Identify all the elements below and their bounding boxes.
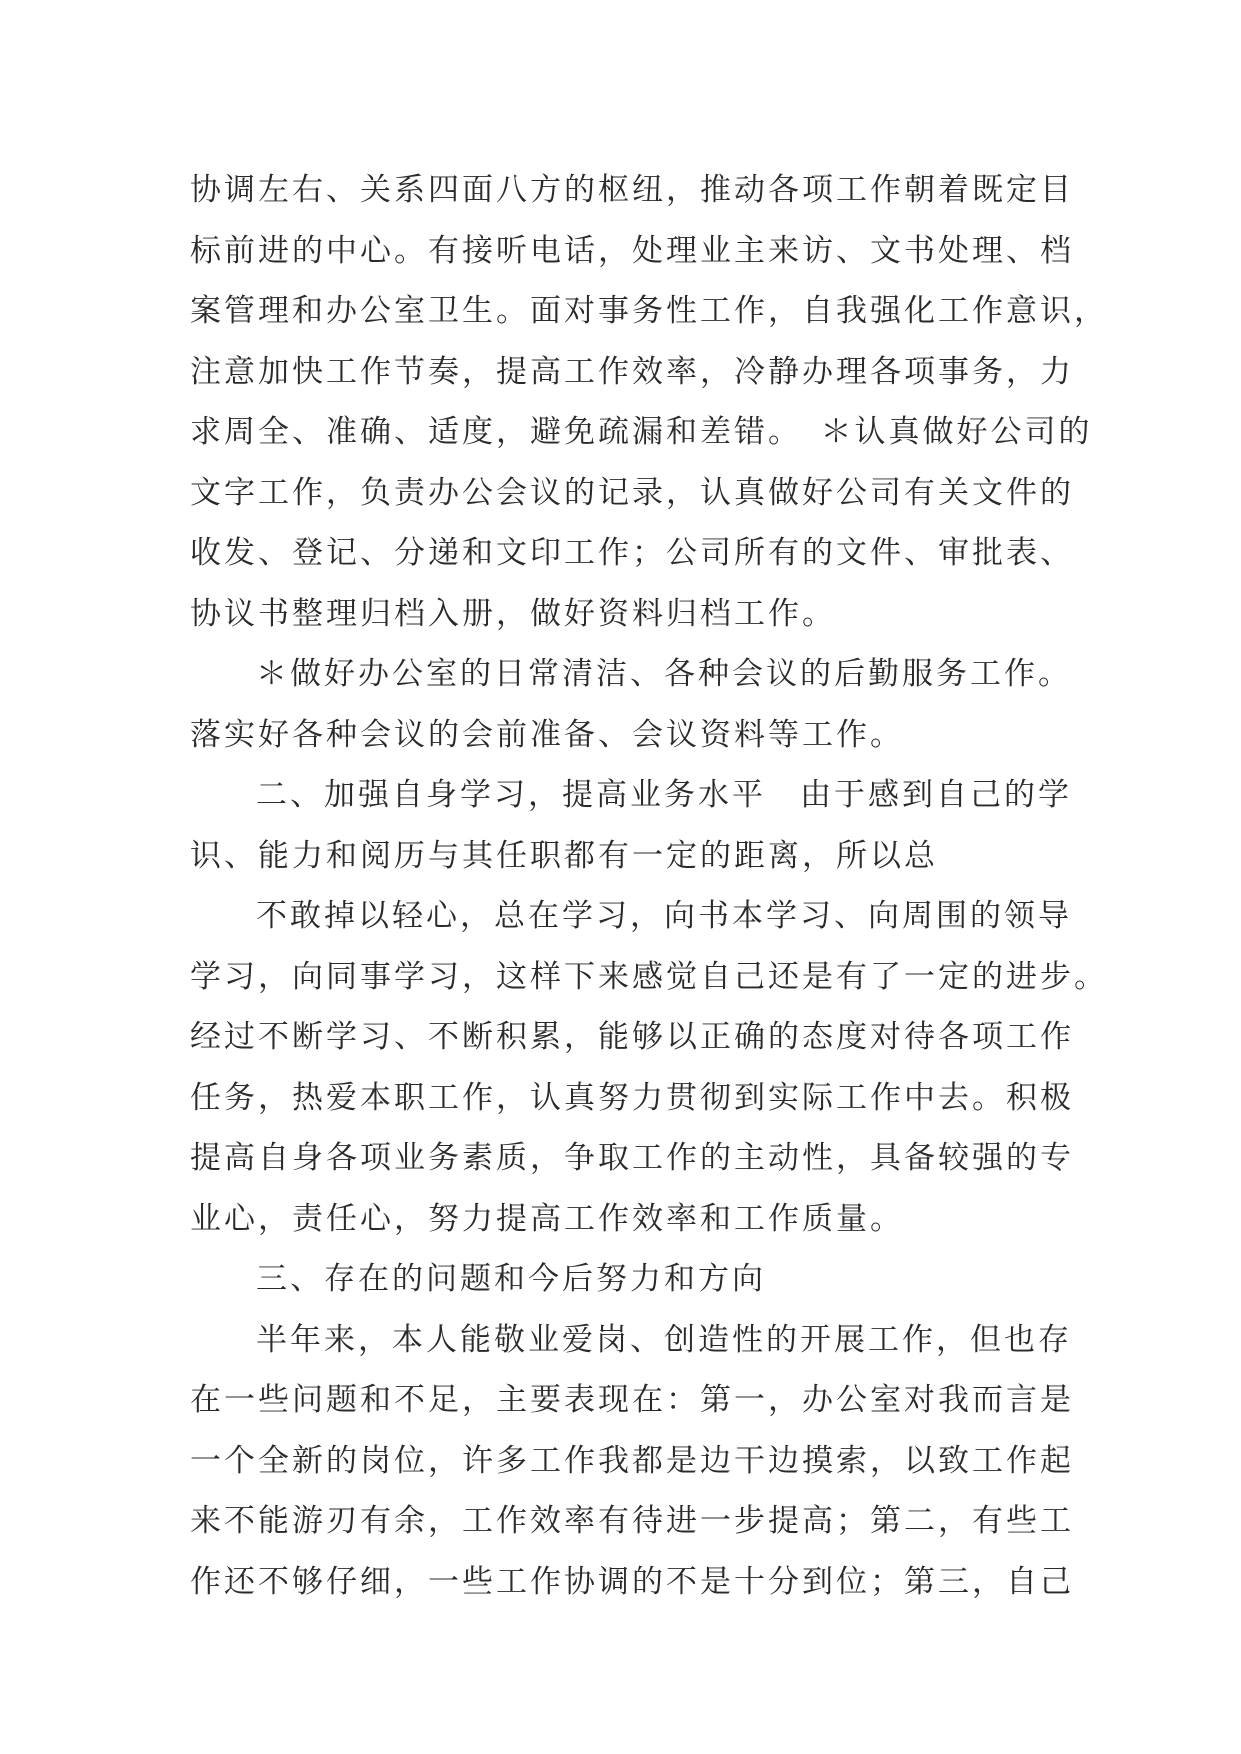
text-line: 经过不断学习、不断积累，能够以正确的态度对待各项工作 [190,1019,1074,1055]
text-line: 学习，向同事学习，这样下来感觉自己还是有了一定的进步。 [190,958,1108,995]
text-line: 一个全新的岗位，许多工作我都是边干边摸索，以致工作起 [190,1442,1074,1479]
document-body [190,160,1108,1612]
text-line: 落实好各种会议的会前准备、会议资料等工作。 [190,716,904,753]
text-line: 案管理和办公室卫生。面对事务性工作，自我强化工作意识， [190,293,1108,329]
text-line: 协议书整理归档入册，做好资料归档工作。 [190,595,836,632]
text-line: 收发、登记、分递和文印工作；公司所有的文件、审批表、 [190,535,1074,571]
text-line: 任务，热爱本职工作，认真努力贯彻到实际工作中去。积极 [190,1079,1074,1116]
text-line: 半年来，本人能敬业爱岗、创造性的开展工作，但也存 [256,1321,1072,1358]
text-line: 注意加快工作节奏，提高工作效率，冷静办理各项事务，力 [190,353,1074,390]
text-line: 文字工作，负责办公会议的记录，认真做好公司有关文件的 [190,474,1074,511]
text-line: 在一些问题和不足，主要表现在：第一，办公室对我而言是 [190,1382,1074,1418]
text-line: 标前进的中心。有接听电话，处理业主来访、文书处理、档 [190,232,1074,269]
text-line: ＊做好办公室的日常清洁、各种会议的后勤服务工作。 [256,656,1072,692]
text-line: 提高自身各项业务素质，争取工作的主动性，具备较强的专 [190,1140,1074,1176]
text-line: 求周全、准确、适度，避免疏漏和差错。 ＊认真做好公司的 [190,414,1093,450]
text-line: 协调左右、关系四面八方的枢纽，推动各项工作朝着既定目 [190,172,1074,208]
text-line: 二、加强自身学习，提高业务水平 由于感到自己的学 [256,777,1072,813]
text-line: 来不能游刃有余，工作效率有待进一步提高；第二，有些工 [190,1503,1074,1539]
text-line: 不敢掉以轻心，总在学习，向书本学习、向周围的领导 [256,898,1072,934]
text-line: 作还不够仔细，一些工作协调的不是十分到位；第三，自己 [190,1563,1074,1600]
text-line: 识、能力和阅历与其任职都有一定的距离，所以总 [190,837,938,874]
text-line: 三、存在的问题和今后努力和方向 [256,1261,766,1297]
text-line: 业心，责任心，努力提高工作效率和工作质量。 [190,1200,904,1237]
